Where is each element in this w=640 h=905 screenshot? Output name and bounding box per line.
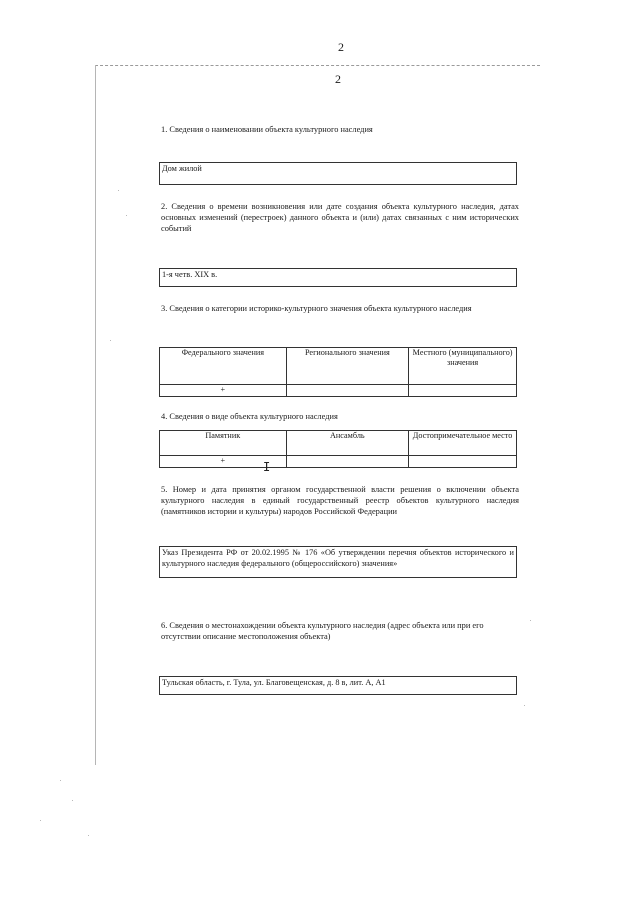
scan-speck [110, 340, 111, 341]
section-5-value-box [159, 546, 517, 578]
section-4-mark-monument: + [160, 456, 287, 468]
scan-speck [126, 215, 127, 216]
section-1-value-box [159, 162, 517, 185]
section-5-heading: 5. Номер и дата принятия органом государственной власти решения о включении объекта культурного наследия в единый государственный реестр объектов культурного наследия (памятников истории и культуры) народов Российской Федерации [161, 485, 519, 516]
page-number-inner: 2 [335, 72, 341, 86]
scan-speck [40, 820, 41, 821]
page-number-outer: 2 [338, 40, 344, 54]
section-6-value-box [159, 676, 517, 695]
section-2-value-box [159, 268, 517, 287]
scan-speck [88, 835, 89, 836]
section-4-table [159, 430, 517, 468]
section-3-col-regional: Регионального значения [286, 348, 409, 385]
section-3-table [159, 347, 517, 397]
text-cursor-icon: I [263, 460, 271, 474]
left-rule [95, 65, 96, 765]
section-3-mark-local [409, 385, 517, 397]
scan-speck [118, 190, 119, 191]
section-4-col-monument: Памятник [160, 431, 287, 456]
section-4-col-place: Достопримечательное место [409, 431, 517, 456]
section-3-heading: 3. Сведения о категории историко-культурного значения объекта культурного наследия [161, 304, 472, 313]
scan-speck [530, 620, 531, 621]
top-rule [95, 65, 540, 66]
section-3-col-local: Местного (муниципального) значения [409, 348, 517, 385]
section-4-mark-place [409, 456, 517, 468]
section-1-heading: 1. Сведения о наименовании объекта культурного наследия [161, 125, 373, 134]
scan-speck [60, 780, 61, 781]
section-5-value: Указ Президента РФ от 20.02.1995 № 176 «Об утверждении перечня объектов исторического и культурного наследия федерального (общероссийского) значения» [162, 548, 514, 568]
section-6-heading: 6. Сведения о местонахождении объекта культурного наследия (адрес объекта или при его отсутствии описание местоположения объекта) [161, 621, 484, 641]
section-2-heading: 2. Сведения о времени возникновения или дате создания объекта культурного наследия, датах основных изменений (перестроек) данного объекта и (или) датах связанных с ним исторических событий [161, 202, 519, 233]
section-3-mark-regional [286, 385, 409, 397]
section-3-col-federal: Федерального значения [160, 348, 287, 385]
section-4-col-ensemble: Ансамбль [286, 431, 409, 456]
section-6-value: Тульская область, г. Тула, ул. Благовещенская, д. 8 в, лит. А, А1 [162, 678, 386, 687]
section-3-mark-federal: + [160, 385, 287, 397]
scan-speck [72, 800, 73, 801]
section-2-value: 1-я четв. XIX в. [162, 270, 218, 279]
section-4-mark-ensemble [286, 456, 409, 468]
scan-speck [524, 705, 525, 706]
section-4-heading: 4. Сведения о виде объекта культурного наследия [161, 412, 338, 421]
section-1-value: Дом жилой [162, 164, 202, 173]
